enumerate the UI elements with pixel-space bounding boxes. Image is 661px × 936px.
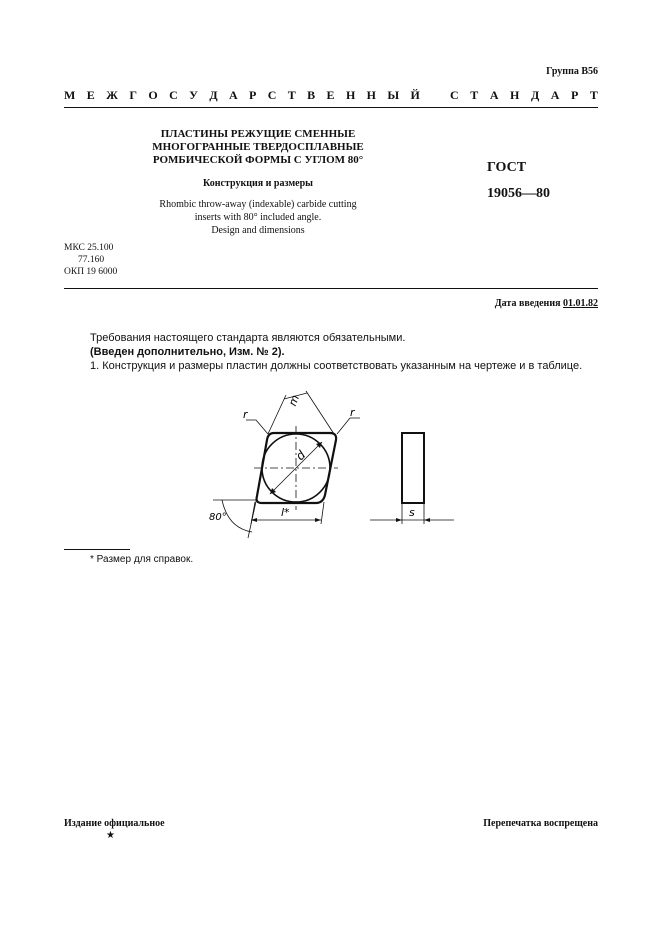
banner-letter: А <box>489 88 499 102</box>
banner-letter: Н <box>366 88 376 102</box>
mks-code: МКС 25.100 <box>64 243 114 253</box>
okp-code: ОКП 19 6000 <box>64 267 118 277</box>
gost-label: ГОСТ <box>487 160 527 175</box>
english-title-line-1: Rhombic throw-away (indexable) carbide cutting <box>159 199 357 210</box>
footnote: * Размер для справок. <box>90 554 194 565</box>
banner-letter: Н <box>345 88 356 102</box>
l-ext-line-2 <box>321 502 324 524</box>
banner-letter: Ы <box>387 88 400 102</box>
banner-letter: Й <box>410 88 420 102</box>
title-line-1: ПЛАСТИНЫ РЕЖУЩИЕ СМЕННЫЕ <box>160 128 356 140</box>
banner-letter: А <box>228 88 238 102</box>
banner-letter: Т <box>287 88 296 102</box>
mks-code-secondary: 77.160 <box>78 255 105 265</box>
banner-letter: В <box>307 88 316 102</box>
banner-letter: Р <box>571 88 579 102</box>
banner-letter: Д <box>209 88 218 102</box>
banner-letter: О <box>148 88 158 102</box>
r-left-leader <box>246 420 268 434</box>
banner-letter: Е <box>86 88 95 102</box>
footnote-divider <box>64 549 130 550</box>
banner-letter: У <box>189 88 198 102</box>
banner-letter: С <box>450 88 459 102</box>
m-ext-line-2 <box>306 391 336 437</box>
introduction-date-label: Дата введения <box>494 298 561 309</box>
l-label: l* <box>281 506 290 519</box>
english-title-line-3: Design and dimensions <box>211 225 305 236</box>
r-right-label: r <box>350 406 355 419</box>
banner-letter: Д <box>530 88 540 102</box>
d-label: d <box>292 447 309 464</box>
banner-letter: С <box>267 88 277 102</box>
reprint-prohibited-label: Перепечатка воспрещена <box>483 818 598 829</box>
r-right-leader <box>337 418 360 434</box>
angle-label: 80° <box>209 512 227 523</box>
banner-letter: Н <box>510 88 520 102</box>
amendment-note: (Введен дополнительно, Изм. № 2). <box>90 346 285 358</box>
clause-1: 1. Конструкция и размеры пластин должны соответствовать указанным на чертеже и в таблице. <box>90 360 583 372</box>
title-line-2: МНОГОГРАННЫЕ ТВЕРДОСПЛАВНЫЕ <box>152 141 364 153</box>
r-left-label: r <box>243 408 248 421</box>
title-line-3: РОМБИЧЕСКОЙ ФОРМЫ С УГЛОМ 80° <box>152 154 364 166</box>
banner-letter: Ж <box>106 88 118 102</box>
banner-letter: А <box>550 88 560 102</box>
banner-letter: Г <box>129 88 137 102</box>
gost-number: 19056—80 <box>487 186 550 201</box>
m-label: m <box>286 393 302 408</box>
banner-letter: Е <box>326 88 335 102</box>
star-icon: ★ <box>106 830 115 841</box>
s-label: s <box>409 506 415 519</box>
introduction-date-value: 01.01.82 <box>563 298 598 309</box>
banner-letter: Т <box>589 88 598 102</box>
banner-letter: Р <box>249 88 257 102</box>
side-view-rect <box>402 433 424 503</box>
document-subtitle: Конструкция и размеры <box>203 178 313 189</box>
m-ext-line-1 <box>268 395 286 434</box>
banner-letter: Т <box>470 88 479 102</box>
group-code: Группа В56 <box>546 66 598 77</box>
banner-letter: М <box>64 88 76 102</box>
official-edition-label: Издание официальное <box>64 818 165 829</box>
banner-letter: С <box>169 88 178 102</box>
mandatory-statement: Требования настоящего стандарта являются обязательными. <box>90 332 406 344</box>
english-title-line-2: inserts with 80° included angle. <box>194 212 322 223</box>
